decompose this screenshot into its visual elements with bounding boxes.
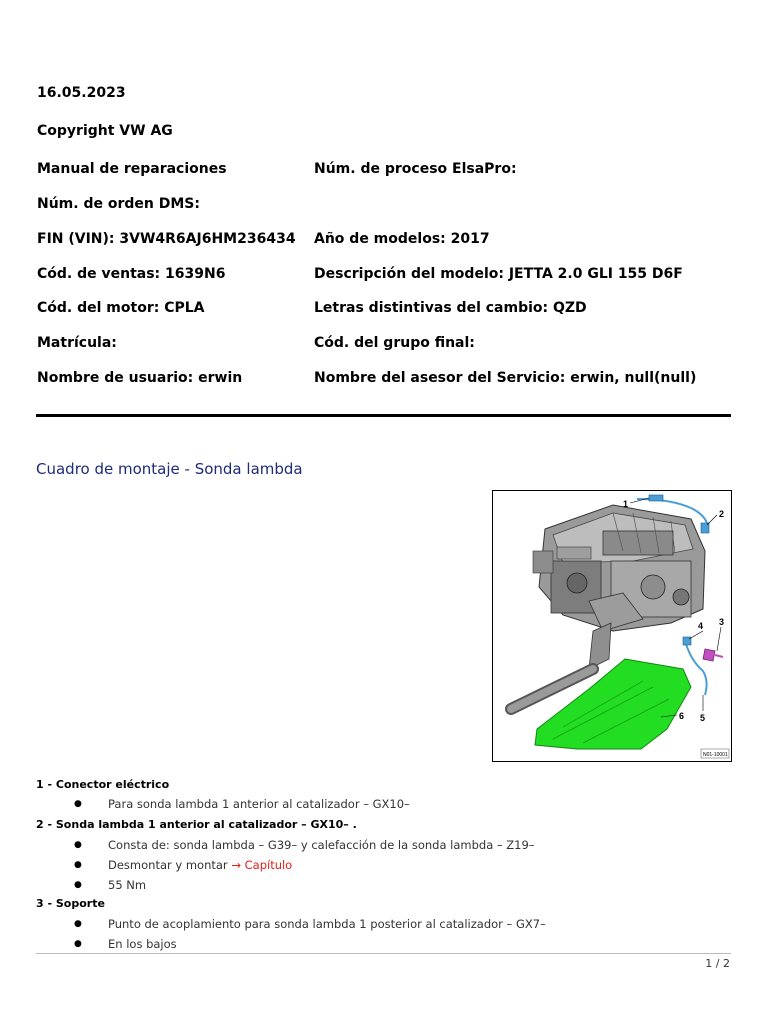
dms-order-label: Núm. de orden DMS: (37, 196, 200, 212)
page-number: 1 / 2 (705, 957, 730, 970)
engine-code-label: Cód. del motor: CPLA (37, 300, 205, 316)
model-year-label: Año de modelos: 2017 (314, 231, 490, 247)
plate-label: Matrícula: (37, 335, 117, 351)
gearbox-code-label: Letras distintivas del cambio: QZD (314, 300, 587, 316)
service-advisor-label: Nombre del asesor del Servicio: erwin, null(null) (314, 370, 697, 386)
bullet-dot: ● (74, 919, 82, 929)
underbody-shield (535, 659, 691, 749)
item-3-heading: 3 - Soporte (36, 897, 105, 910)
section-title: Cuadro de montaje - Sonda lambda (36, 460, 303, 478)
installation-diagram (492, 490, 732, 762)
item-2-heading: 2 - Sonda lambda 1 anterior al catalizador – GX10– . (36, 818, 357, 831)
bullet-dot: ● (74, 799, 82, 809)
figure-reference-code: N01-10001 (703, 752, 728, 758)
callout-4: 4 (698, 621, 704, 631)
vin-label: FIN (VIN): 3VW4R6AJ6HM236434 (37, 231, 296, 247)
manual-label: Manual de reparaciones (37, 161, 227, 177)
elsapro-process-label: Núm. de proceso ElsaPro: (314, 161, 517, 177)
bullet-dot: ● (74, 840, 82, 850)
final-drive-label: Cód. del grupo final: (314, 335, 475, 351)
item-1-bullet-1: Para sonda lambda 1 anterior al catalizador – GX10– (108, 797, 410, 811)
document-date: 16.05.2023 (37, 85, 126, 101)
bracket-part (703, 649, 723, 661)
item-2-bullet-2 (108, 858, 292, 872)
item-3-bullet-1: Punto de acoplamiento para sonda lambda 1 posterior al catalizador – GX7– (108, 917, 546, 931)
sales-code-label: Cód. de ventas: 1639N6 (37, 266, 226, 282)
username-label: Nombre de usuario: erwin (37, 370, 243, 386)
callout-5: 5 (700, 713, 706, 723)
item-2-bullet-3: 55 Nm (108, 878, 147, 892)
bullet-dot: ● (74, 860, 82, 870)
copyright-line: Copyright VW AG (37, 123, 173, 139)
model-description-label: Descripción del modelo: JETTA 2.0 GLI 155 D6F (314, 266, 683, 282)
chapter-link[interactable]: → Capítulo (231, 858, 293, 872)
item-1-heading: 1 - Conector eléctrico (36, 778, 170, 791)
callout-6: 6 (679, 711, 685, 721)
item-2-bullet-2-text: Desmontar y montar (108, 858, 228, 872)
callout-3: 3 (719, 617, 725, 627)
callout-2: 2 (719, 509, 725, 519)
footer-divider (36, 953, 731, 954)
bullet-dot: ● (74, 880, 82, 890)
item-3-bullet-2: En los bajos (108, 937, 177, 951)
item-2-bullet-1: Consta de: sonda lambda – G39– y calefacción de la sonda lambda – Z19– (108, 838, 535, 852)
header-divider (36, 414, 731, 417)
callout-1: 1 (623, 499, 629, 509)
bullet-dot: ● (74, 939, 82, 949)
